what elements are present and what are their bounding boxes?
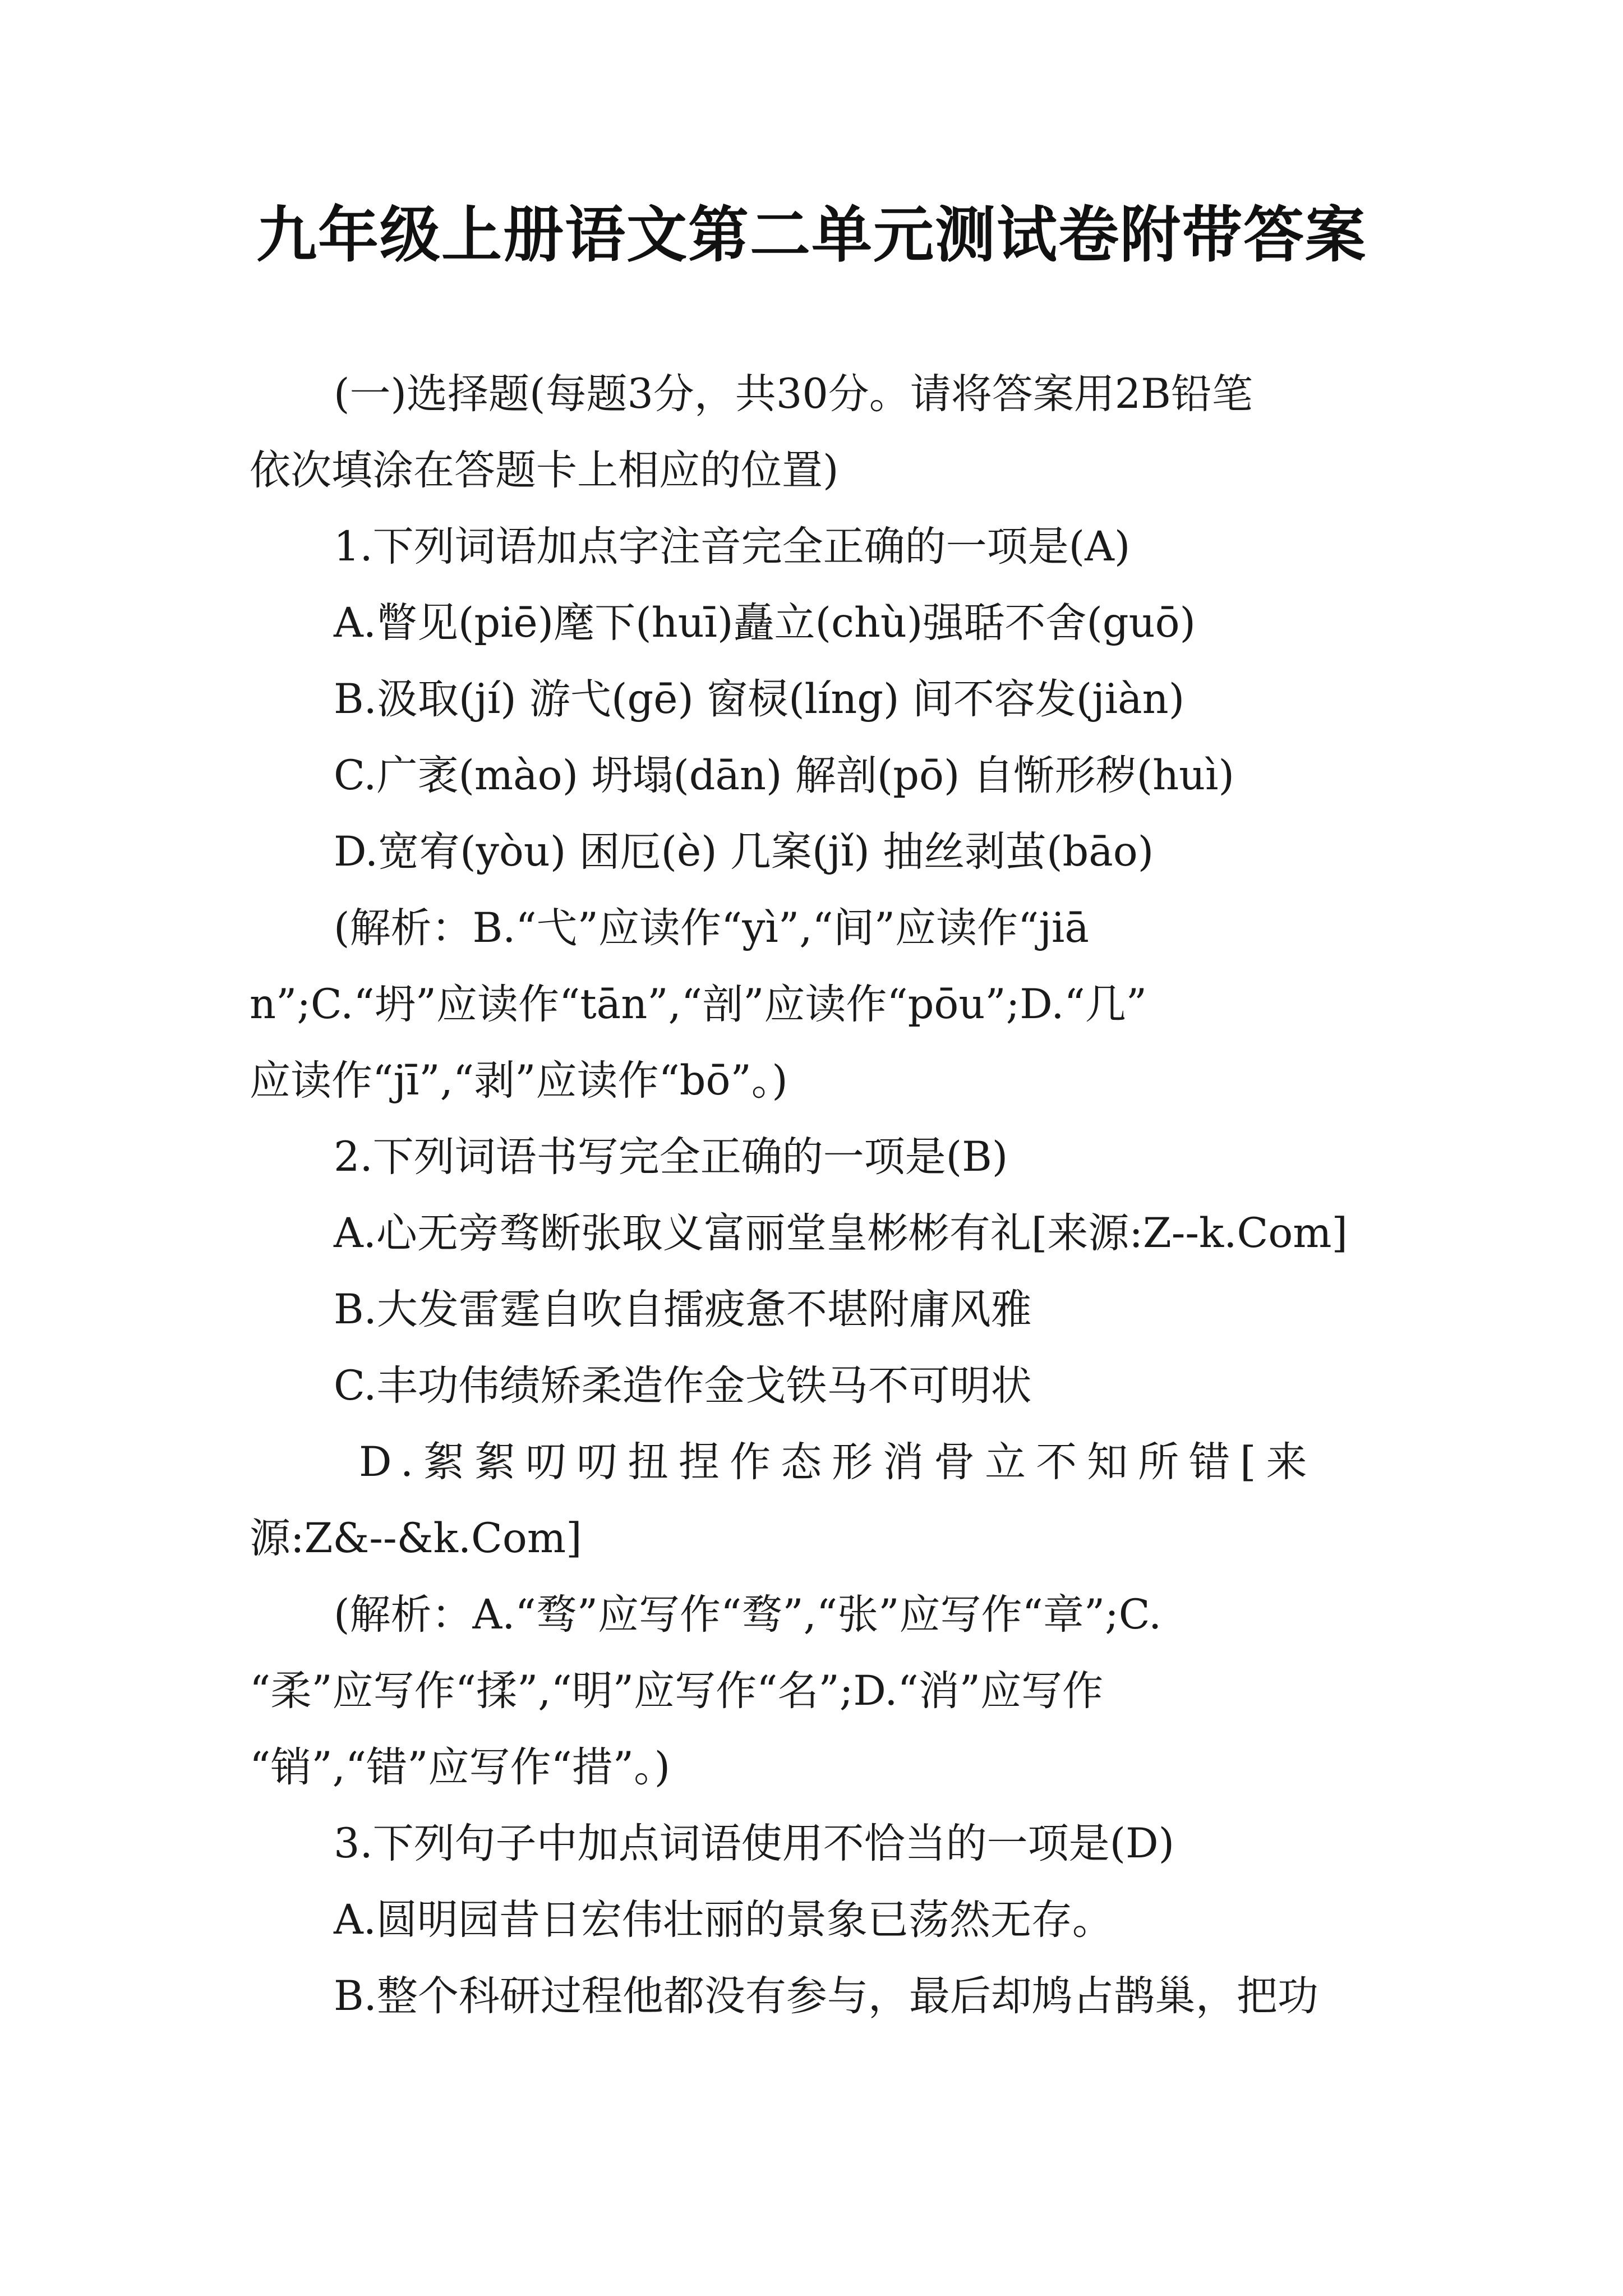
text-line: B.整个科研过程他都没有参与，最后却鸠占鹊巢，把功 <box>334 1972 1318 2020</box>
text-line: B.大发雷霆自吹自擂疲惫不堪附庸风雅 <box>334 1286 1032 1333</box>
text-line: 1.下列词语加点字注音完全正确的一项是(A) <box>334 523 1131 570</box>
text-line: A.瞥见(piē)麾下(huī)矗立(chù)强聒不舍(guō) <box>334 599 1196 647</box>
text-line: (一)选择题(每题3分，共30分。请将答案用2B铅笔 <box>334 370 1253 418</box>
text-line: 2.下列词语书写完全正确的一项是(B) <box>334 1133 1008 1181</box>
text-line: (解析：B.“弋”应读作“yì”,“间”应读作“jiā <box>334 904 1089 952</box>
text-line: 3.下列句子中加点词语使用不恰当的一项是(D) <box>334 1820 1175 1867</box>
text-line: “销”,“错”应写作“措”。) <box>250 1743 671 1791</box>
text-line: D.絮絮叨叨扭捏作态形消骨立不知所错[来 <box>359 1438 1317 1486</box>
text-line: D.宽宥(yòu) 困厄(è) 几案(jǐ) 抽丝剥茧(bāo) <box>334 828 1154 876</box>
document-body <box>250 356 1388 2035</box>
text-line: C.丰功伟绩矫柔造作金戈铁马不可明状 <box>334 1362 1032 1410</box>
text-line: A.圆明园昔日宏伟壮丽的景象已荡然无存。 <box>334 1896 1113 1944</box>
text-line: 依次填涂在答题卡上相应的位置) <box>250 447 839 494</box>
document-title: 九年级上册语文第二单元测试卷附带答案 <box>256 200 1367 270</box>
text-line: n”;C.“坍”应读作“tān”,“剖”应读作“pōu”;D.“几” <box>250 981 1147 1028</box>
text-line: (解析：A.“骛”应写作“骛”,“张”应写作“章”;C. <box>334 1591 1162 1639</box>
text-line: 源:Z&--&k.Com] <box>250 1515 582 1562</box>
text-line: 应读作“jī”,“剥”应读作“bō”。) <box>250 1057 788 1105</box>
text-line: “柔”应写作“揉”,“明”应写作“名”;D.“消”应写作 <box>250 1667 1104 1715</box>
text-line: A.心无旁骛断张取义富丽堂皇彬彬有礼[来源:Z--k.Com] <box>334 1209 1348 1257</box>
text-line: C.广袤(mào) 坍塌(dān) 解剖(pō) 自惭形秽(huì) <box>334 752 1234 799</box>
text-line: B.汲取(jí) 游弋(gē) 窗棂(líng) 间不容发(jiàn) <box>334 675 1185 723</box>
